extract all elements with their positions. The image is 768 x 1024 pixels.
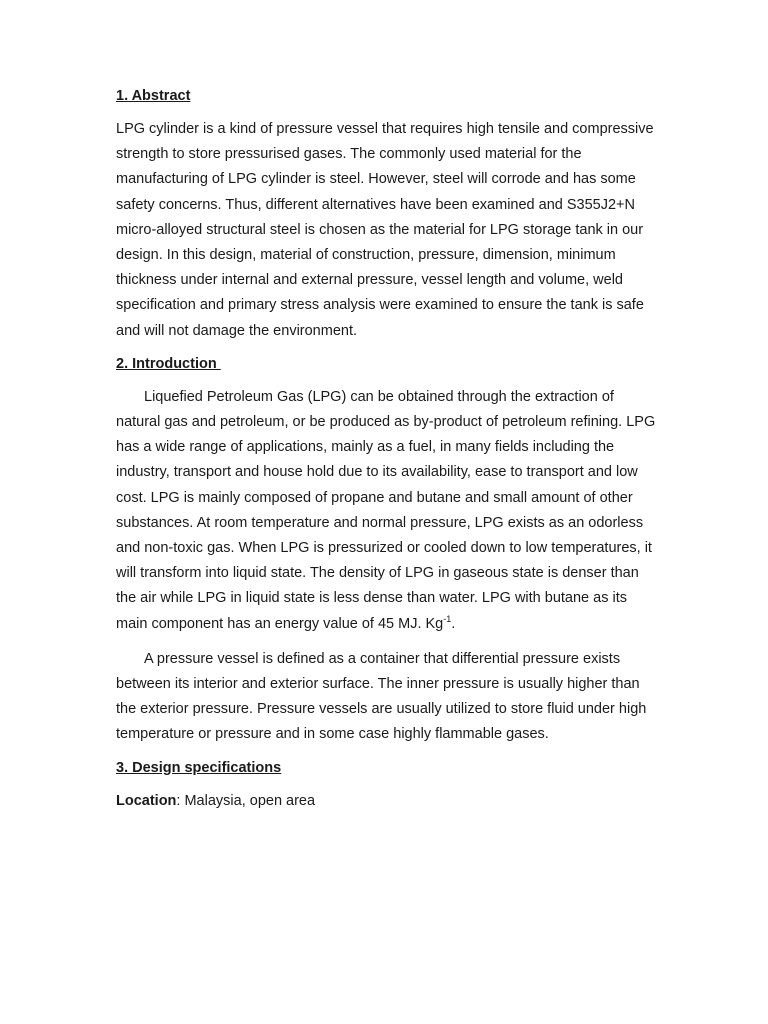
introduction-paragraph-2: A pressure vessel is defined as a container that differential pressure exists between its interior and exterior surface. The inner pressure is usually higher than the exterior pressure. Pressure vessels are usually utilized to store fluid under high temperature or pressure and in some case highly flammable gases. bbox=[116, 650, 647, 743]
abstract-heading: 1. Abstract bbox=[116, 88, 191, 104]
unit-superscript: -1 bbox=[443, 613, 452, 624]
abstract-paragraph: LPG cylinder is a kind of pressure vessel that requires high tensile and compressive strength to store pressurised gases. The commonly used material for the manufacturing of LPG cylinder is steel. However, steel will corrode and has some safety concerns. Thus, different alternatives have been examined and S355J2+N micro-alloyed structural steel is chosen as the material for LPG storage tank in our design. In this design, material of construction, pressure, dimension, minimum thickness under internal and external pressure, vessel length and volume, weld specification and primary stress analysis were examined to ensure the tank is safe and will not damage the environment. bbox=[116, 121, 654, 339]
design-specifications-heading: 3. Design specifications bbox=[116, 759, 282, 776]
introduction-paragraph-1-text: Liquefied Petroleum Gas (LPG) can be obtained through the extraction of natural gas and petroleum, or be produced as by-product of petroleum refining. LPG has a wide range of applications, mainly as a fuel, in many fields including the industry, transport and house hold due to its availability, ease to transport and low cost. LPG is mainly composed of propane and butane and small amount of other substances. At room temperature and normal pressure, LPG exists as an odorless and non-toxic gas. When LPG is pressurized or cooled down to low temperatures, it will transform into liquid state. The density of LPG in gaseous state is denser than the air while LPG in liquid state is less dense than water. LPG with butane as its main component has an energy value of 45 MJ. Kg bbox=[116, 388, 656, 632]
location-value: : Malaysia, open area bbox=[176, 792, 316, 809]
location-line bbox=[116, 789, 658, 814]
introduction-heading: 2. Introduction bbox=[116, 355, 221, 372]
location-label: Location bbox=[116, 792, 177, 809]
introduction-paragraph-1 bbox=[116, 385, 658, 637]
introduction-paragraph-1-end: . bbox=[451, 615, 456, 632]
